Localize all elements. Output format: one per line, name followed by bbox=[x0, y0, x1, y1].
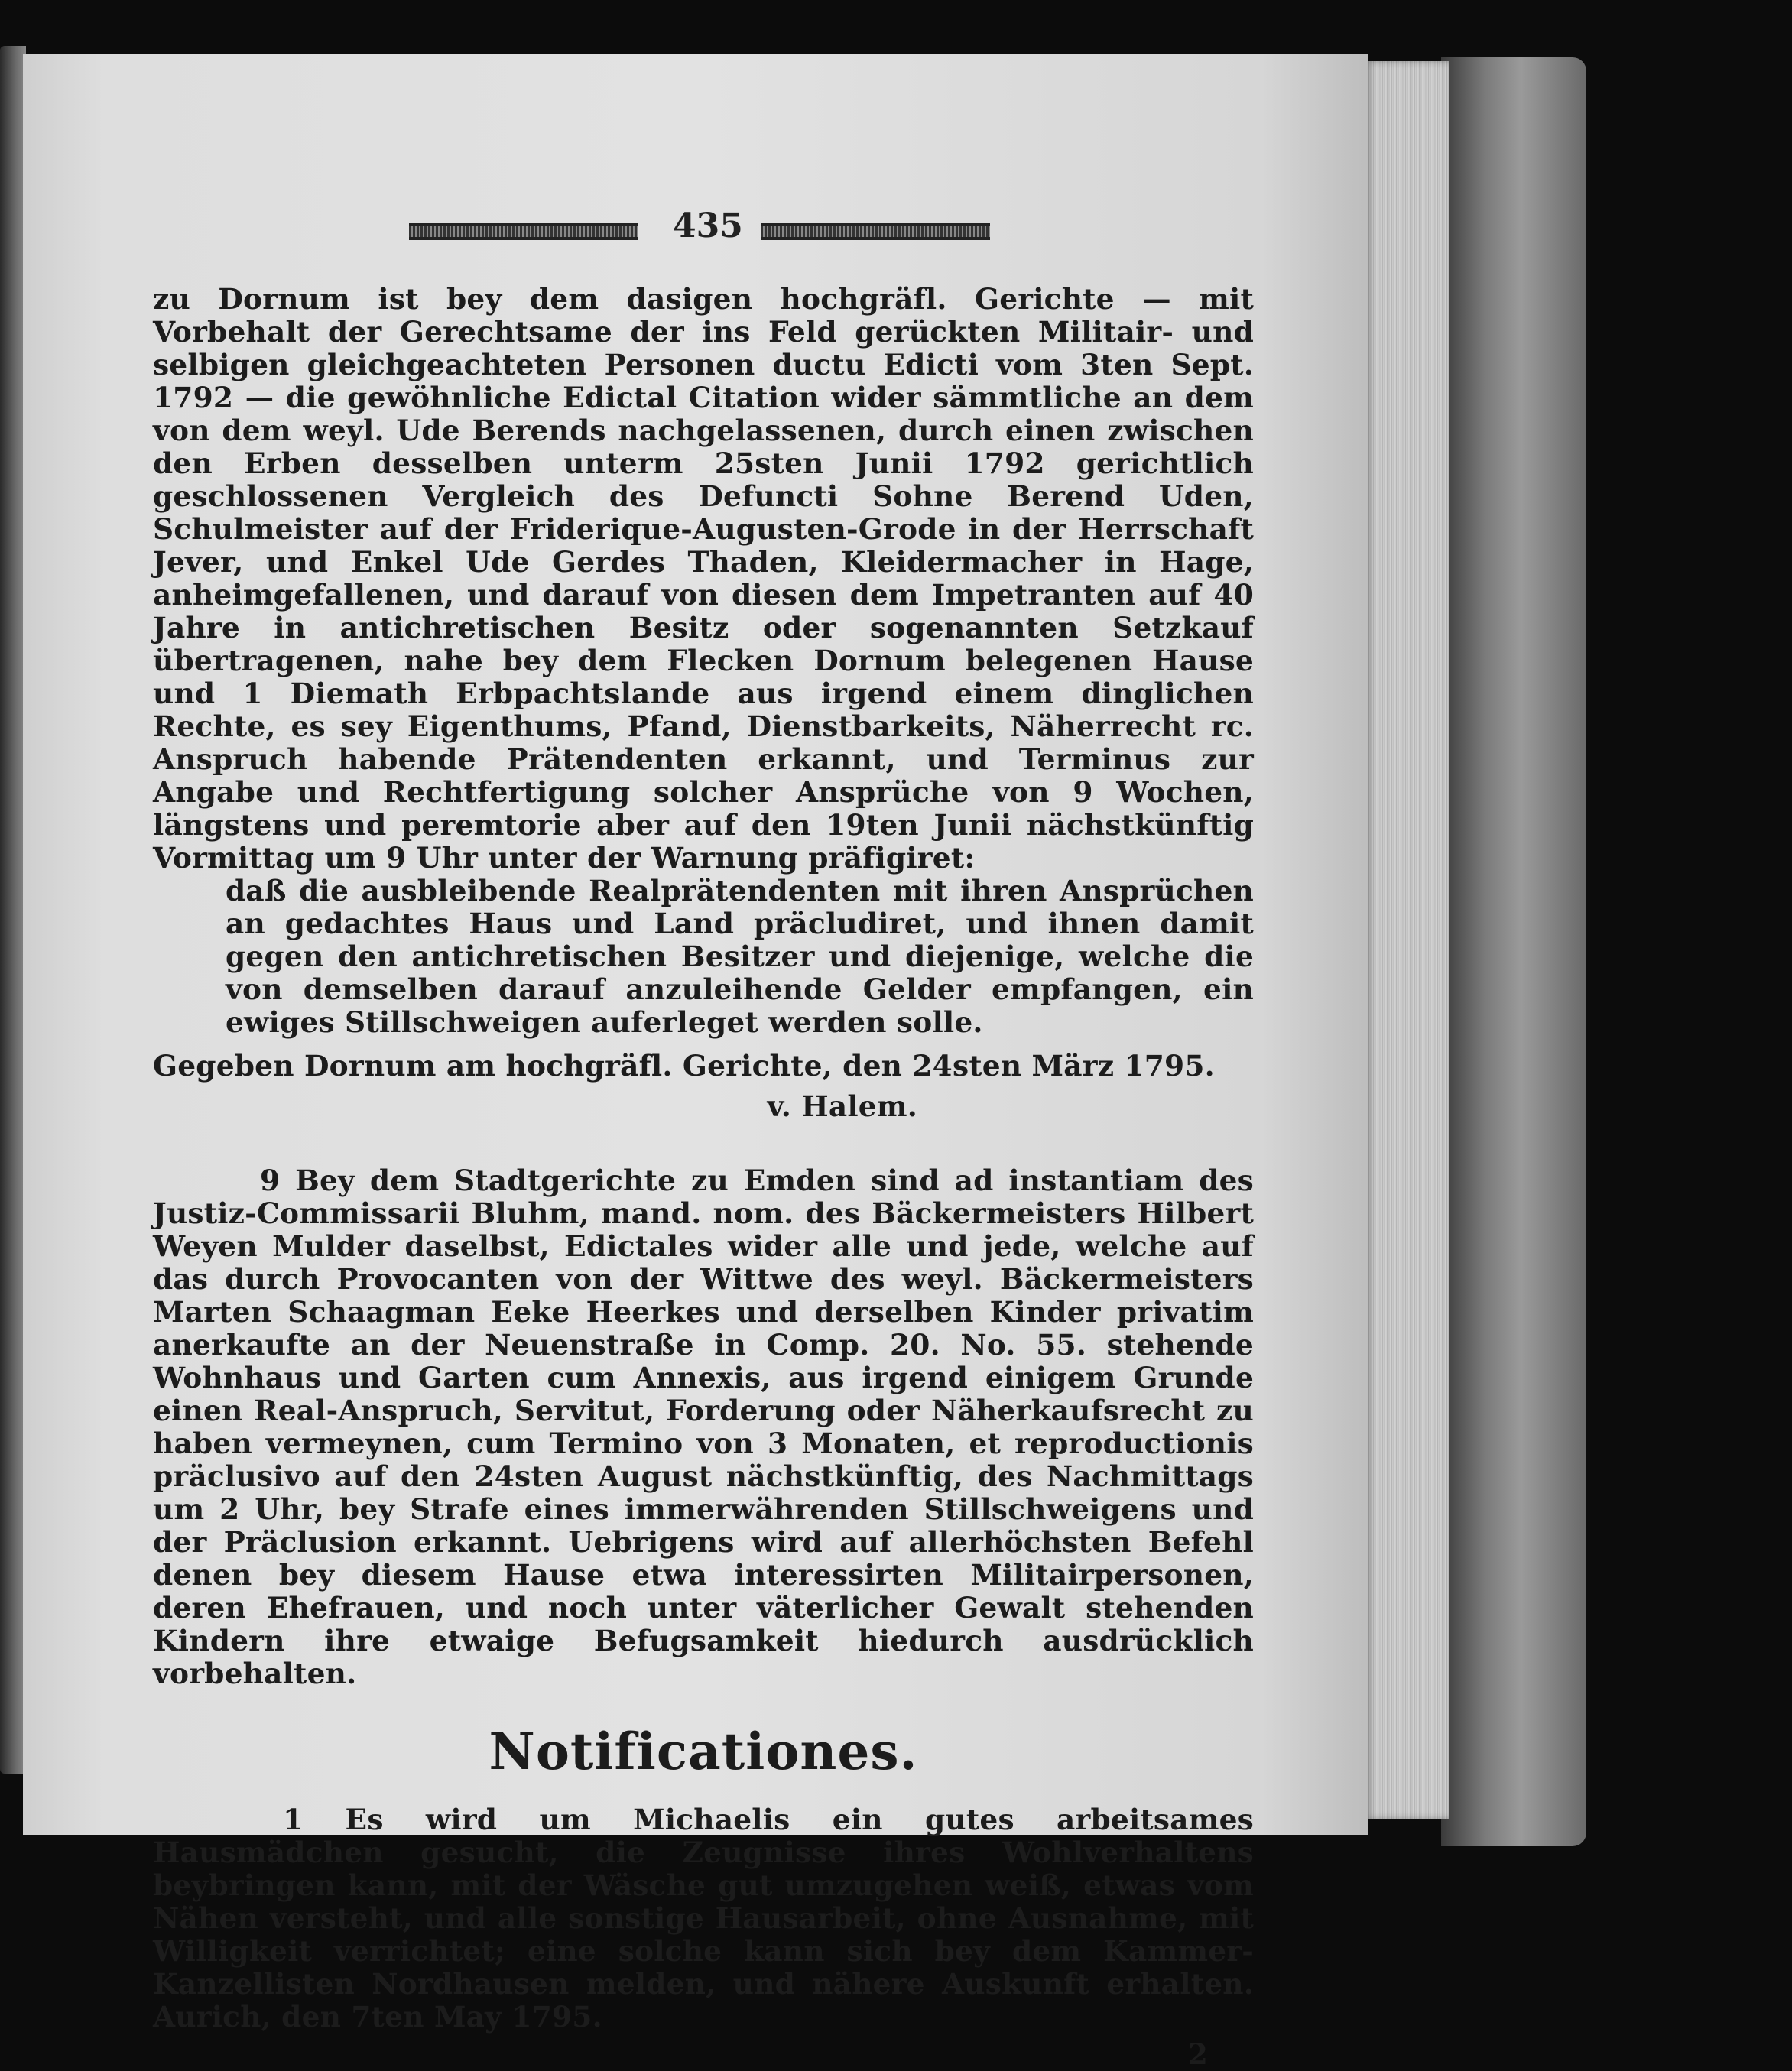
page-number: 435 bbox=[673, 206, 743, 245]
catchword: 2 bbox=[1187, 2037, 1208, 2071]
page-edges bbox=[1365, 61, 1449, 1819]
book-cover-right bbox=[1441, 57, 1586, 1846]
page-body bbox=[153, 283, 1254, 2071]
page-header bbox=[23, 206, 1368, 252]
notification-1: 1 Es wird um Michaelis ein gutes arbeitsames Hausmädchen gesucht, die Zeugnisse ihres Wohlverhaltens beybringen kann, mit der Wäsche gut umzugehen weiß, etwas vom Nähen versteht, und alle sonstige Hausarbeit, ohne Ausnahme, mit Willigkeit verrichtet; eine solche kann sich bey dem Kammer-Kanzellisten Nordhausen melden, und nähere Auskunft erhalten. Aurich, den 7ten May 1795. bbox=[153, 1803, 1254, 2034]
header-rule-right bbox=[761, 223, 990, 240]
signature: v. Halem. bbox=[767, 1089, 917, 1123]
header-rule-left bbox=[409, 223, 638, 240]
warning-quote: daß die ausbleibende Realprätendenten mit ihren Ansprüchen an gedachtes Haus und Land präcludiret, und ihnen damit gegen den antichretischen Besitzer und diejenige, welche die von demselben darauf anzuleihende Gelder empfangen, ein ewiges Stillschweigen auferleget werden solle. bbox=[226, 874, 1254, 1039]
paragraph-dornum: zu Dornum ist bey dem dasigen hochgräfl. Gerichte — mit Vorbehalt der Gerechtsame der ins Feld gerückten Militair- und selbigen gleichgeachteten Personen ductu Edicti vom 3ten Sept. 1792 — die gewöhnliche Edictal Citation wider sämmtliche an dem von dem weyl. Ude Berends nachgelassenen, durch einen zwischen den Erben desselben unterm 25sten Junii 1792 gerichtlich geschlossenen Vergleich des Defuncti Sohne Berend Uden, Schulmeister auf der Friderique-Augusten-Grode in der Herrschaft Jever, und Enkel Ude Gerdes Thaden, Kleidermacher in Hage, anheimgefallenen, und darauf von diesen dem Impetranten auf 40 Jahre in antichretischen Besitz oder sogenannten Setzkauf übertragenen, nahe bey dem Flecken Dornum belegenen Hause und 1 Diemath Erbpachtslande aus irgend einem dinglichen Rechte, es sey Eigenthums, Pfand, Dienstbarkeits, Näherrecht rc. Anspruch habende Prätendenten erkannt, und Terminus zur Angabe und Rechtfertigung solcher Ansprüche von 9 Wochen, längstens und peremtorie aber auf den 19ten Junii nächstkünftig Vormittag um 9 Uhr unter der Warnung präfigiret: bbox=[153, 282, 1254, 875]
left-binding bbox=[0, 46, 26, 1774]
section-heading: Notificationes. bbox=[489, 1722, 918, 1781]
entry-9-emden: 9 Bey dem Stadtgerichte zu Emden sind ad instantiam des Justiz-Commissarii Bluhm, mand. nom. des Bäckermeisters Hilbert Weyen Mulder daselbst, Edictales wider alle und jede, welche auf das durch Provocanten von der Wittwe des weyl. Bäckermeisters Marten Schaagman Eeke Heerkes und derselben Kinder privatim anerkaufte an der Neuenstraße in Comp. 20. No. 55. stehende Wohnhaus und Garten cum Annexis, aus irgend einigem Grunde einen Real-Anspruch, Servitut, Forderung oder Näherkaufsrecht zu haben vermeynen, cum Termino von 3 Monaten, et reproductionis präclusivo auf den 24sten August nächstkünftig, des Nachmittags um 2 Uhr, bey Strafe eines immerwährenden Stillschweigens und der Präclusion erkannt. Uebrigens wird auf allerhöchsten Befehl denen bey diesem Hause etwa interessirten Militairpersonen, deren Ehefrauen, und noch unter väterlicher Gewalt stehenden Kindern ihre etwaige Befugsamkeit hiedurch ausdrücklich vorbehalten. bbox=[153, 1164, 1254, 1690]
dated-line: Gegeben Dornum am hochgräfl. Gerichte, den 24sten März 1795. bbox=[153, 1049, 1215, 1083]
book-page bbox=[23, 54, 1368, 2071]
